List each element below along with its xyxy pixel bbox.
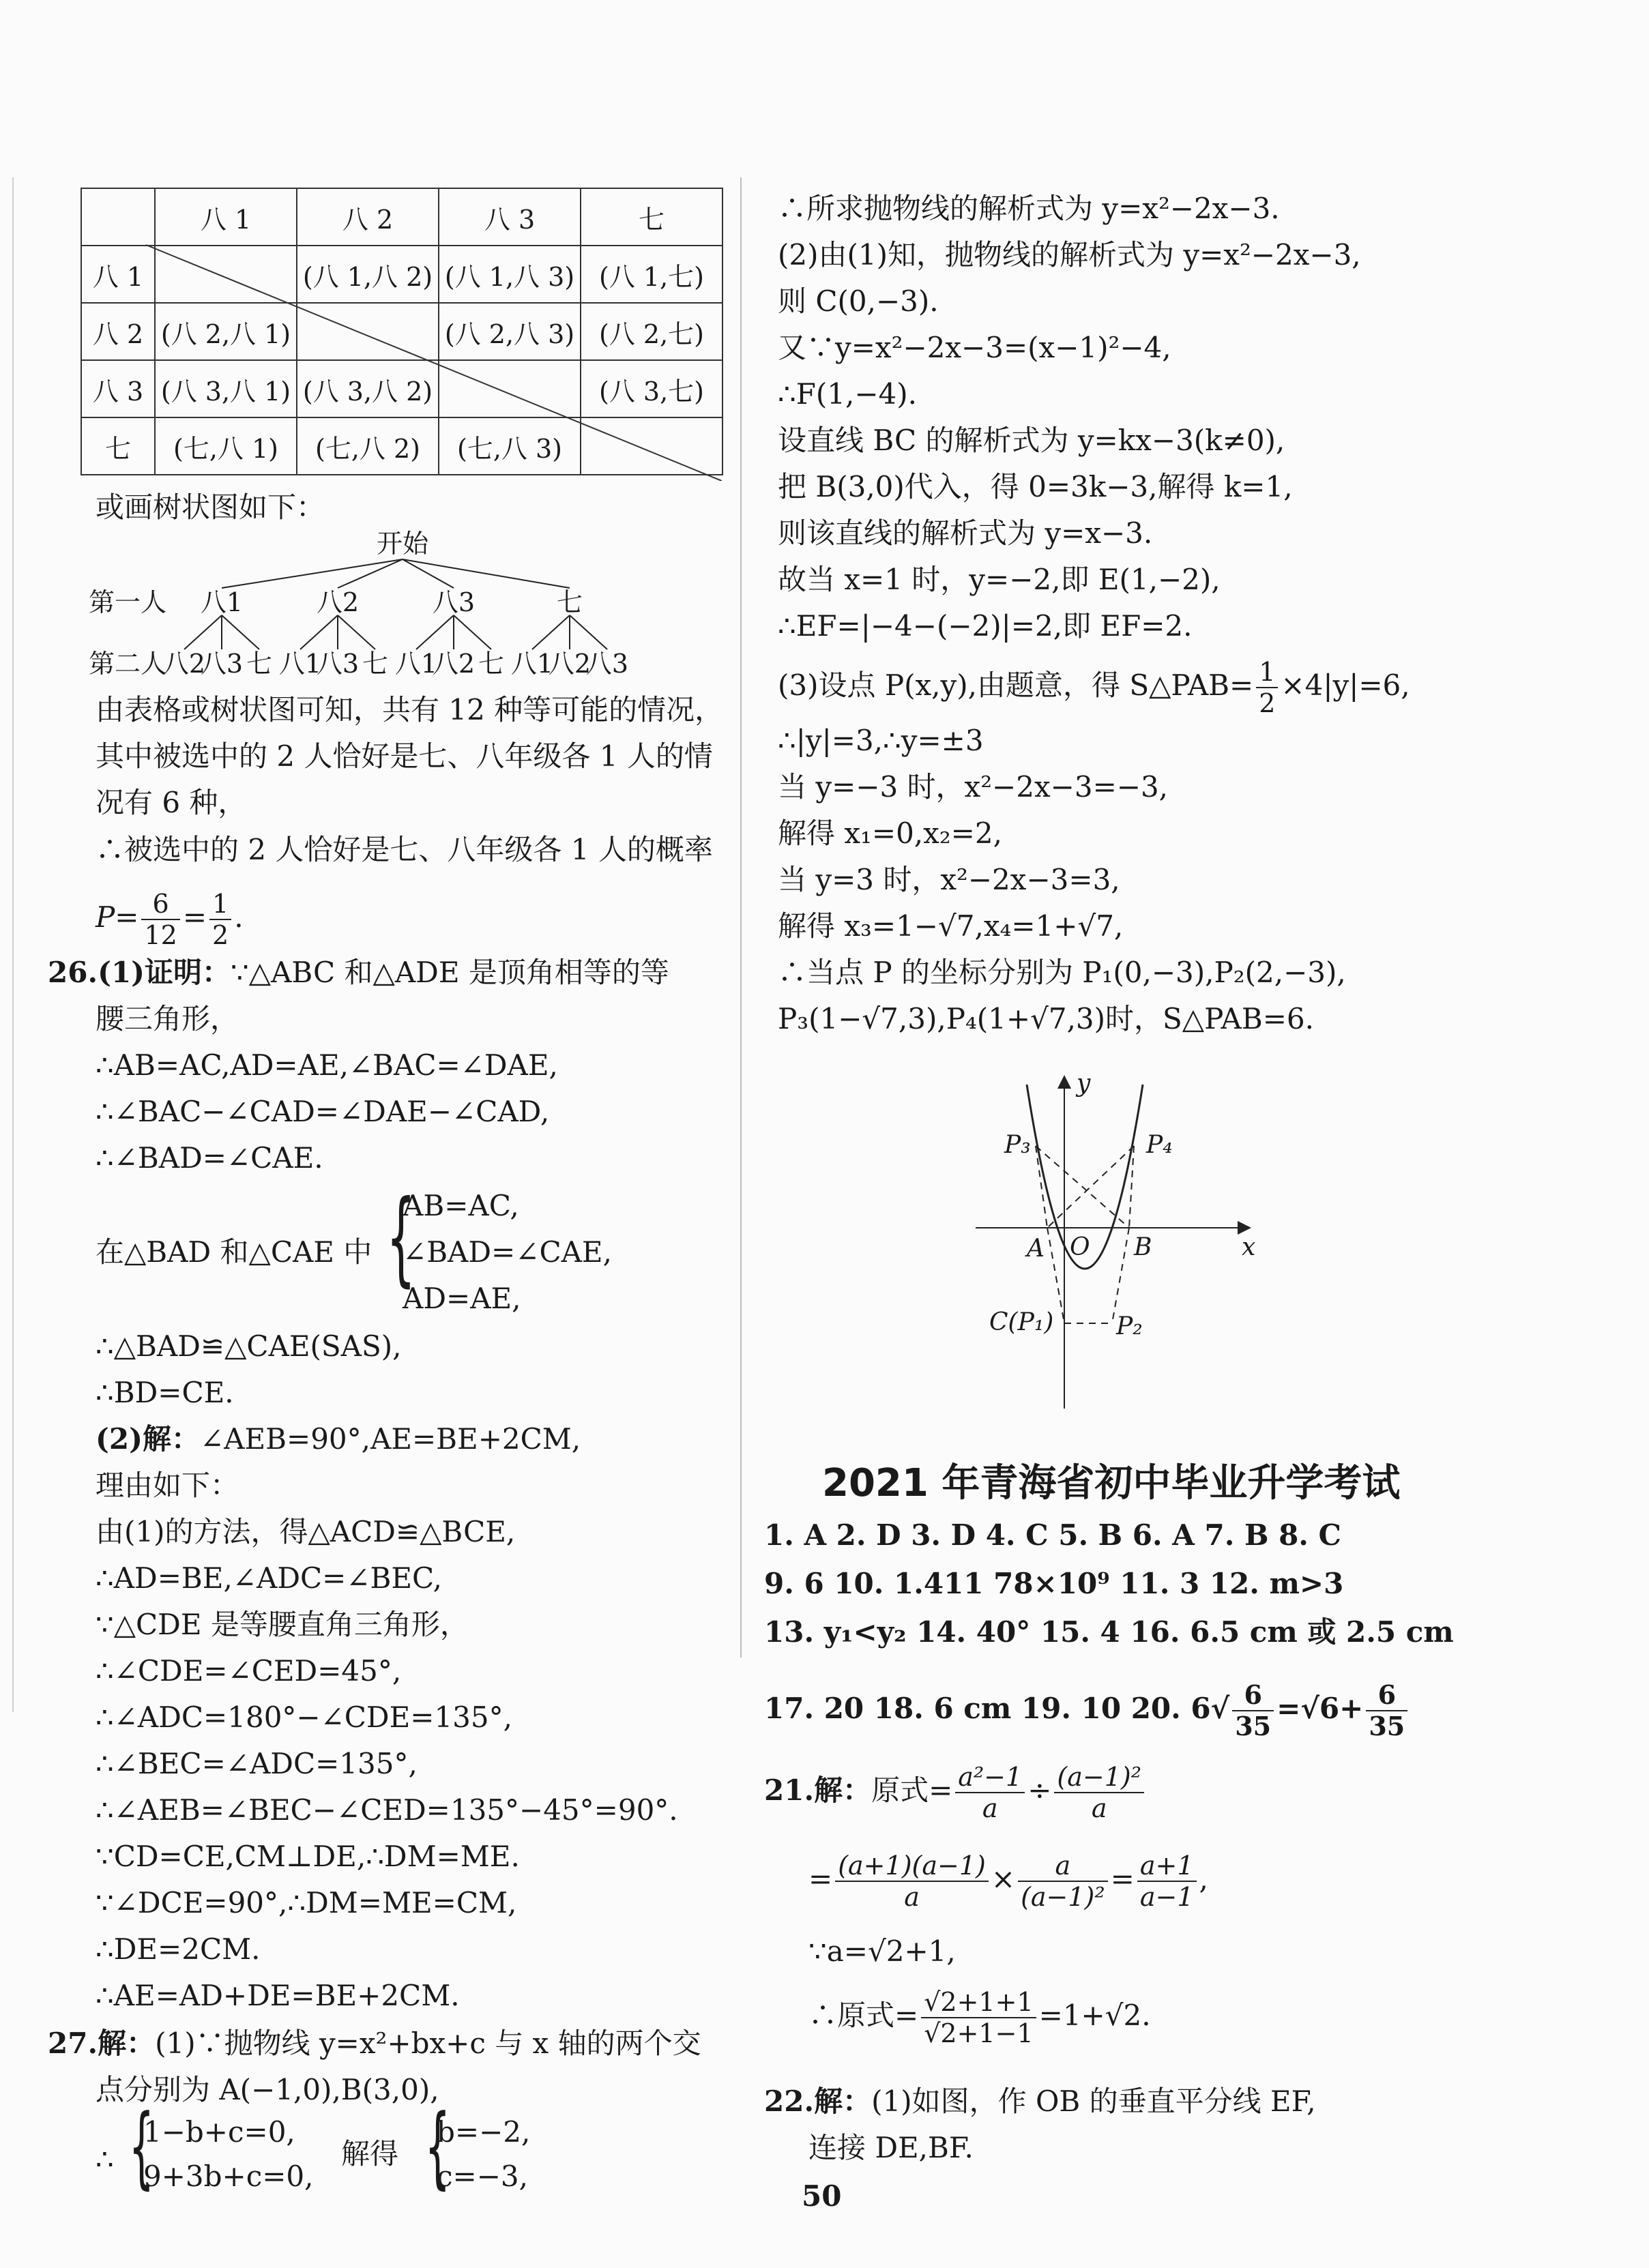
text-line: 连接 DE,BF. <box>808 2131 974 2164</box>
text-line: (1)如图，作 OB 的垂直平分线 EF, <box>871 2085 1316 2118</box>
table-cell: 八 1 <box>155 188 297 246</box>
table-cell: (八 2,八 1) <box>155 303 297 360</box>
numerator: 6 <box>1232 1680 1274 1711</box>
numerator: 1 <box>209 889 231 920</box>
denominator: 35 <box>1235 1711 1272 1741</box>
y-axis-label: y <box>1077 1070 1091 1098</box>
text-line: 当 y=−3 时，x²−2x−3=−3, <box>778 770 1169 804</box>
answer-text: 6+ <box>1319 1692 1364 1725</box>
system-brace: { <box>386 1179 416 1297</box>
formula-text: =1+√2. <box>1038 1999 1151 2032</box>
table-cell: (八 3,八 2) <box>297 360 439 417</box>
tree-node: 七 <box>556 587 583 617</box>
text-line: ∴AD=BE,∠ADC=∠BEC, <box>96 1561 443 1595</box>
answer-row: 1. A 2. D 3. D 4. C 5. B 6. A 7. B 8. C <box>764 1518 1341 1552</box>
text-line: ∴∠ADC=180°−∠CDE=135°, <box>96 1700 512 1734</box>
text-line: 在△BAD 和△CAE 中 <box>96 1235 373 1269</box>
text-line: ∴∠CDE=∠CED=45°, <box>96 1654 402 1688</box>
numerator: 1 <box>1256 657 1278 688</box>
text-line: 把 B(3,0)代入，得 0=3k−3,解得 k=1, <box>778 470 1293 503</box>
fraction <box>1366 1680 1407 1741</box>
area-formula <box>778 648 1410 723</box>
denominator: 2 <box>212 920 229 950</box>
formula-text: ∴原式= <box>808 1999 919 2032</box>
denominator: 35 <box>1369 1711 1405 1741</box>
text-line: 9+3b+c=0, <box>143 2160 314 2193</box>
tree-root: 开始 <box>376 529 429 559</box>
fraction <box>1256 657 1278 718</box>
table-cell: (八 1,八 3) <box>439 246 581 303</box>
tree-leaf: 七 <box>362 649 389 675</box>
denominator: 2 <box>1259 688 1276 718</box>
fraction <box>921 1987 1036 2048</box>
column-divider <box>740 177 742 1658</box>
point-a-label: A <box>1027 1235 1045 1263</box>
origin-label: O <box>1070 1233 1090 1261</box>
denominator: √2+1−1 <box>924 2018 1034 2048</box>
formula-text: = <box>808 1862 833 1896</box>
parabola-figure <box>955 1064 1269 1419</box>
table-cell: 七 <box>581 188 723 246</box>
text-line: ∴∠BAD=∠CAE. <box>96 1141 323 1175</box>
left-margin-rule <box>12 177 14 1712</box>
text-line: ∠BAD=∠CAE, <box>403 1235 612 1269</box>
formula-text: × <box>991 1862 1016 1896</box>
text-line: ∴EF=|−4−(−2)|=2,即 EF=2. <box>778 609 1193 643</box>
formula-text: 原式= <box>871 1773 953 1807</box>
point-c-label: C(P₁) <box>989 1308 1054 1336</box>
fraction <box>835 1851 989 1912</box>
text-line: ∴F(1,−4). <box>778 377 917 411</box>
text-line: 由表格或树状图可知，共有 12 种等可能的情况， <box>96 693 724 726</box>
text-line: 当 y=3 时，x²−2x−3=3, <box>778 863 1120 896</box>
question-number: 22. <box>764 2085 815 2118</box>
answer-text: = <box>1276 1692 1301 1725</box>
formula-text: , <box>1199 1862 1208 1896</box>
tree-leaf: 八1 <box>394 649 438 675</box>
text-line: ∴AE=AD+DE=BE+2CM. <box>96 1979 460 2012</box>
answer-row: 9. 6 10. 1.411 78×10⁹ 11. 3 12. m>3 <box>764 1567 1344 1600</box>
page-number: 50 <box>802 2179 842 2213</box>
denominator: a <box>904 1882 920 1912</box>
question-27-line <box>48 2026 701 2061</box>
denominator: 12 <box>144 920 177 950</box>
table-cell: 八 2 <box>297 188 439 246</box>
numerator: √2+1+1 <box>921 1987 1036 2018</box>
question-head: 解： <box>814 1773 872 1807</box>
fraction <box>1018 1851 1108 1912</box>
question-21-step <box>808 1842 1208 1917</box>
point-p2-label: P₂ <box>1116 1312 1143 1340</box>
tree-node: 八1 <box>200 587 244 617</box>
numerator: (a+1)(a−1) <box>835 1851 989 1882</box>
text-line: 解得 x₁=0,x₂=2, <box>778 816 1002 850</box>
tree-leaf: 七 <box>246 649 273 675</box>
text-line: 其中被选中的 2 人恰好是七、八年级各 1 人的情 <box>96 739 713 773</box>
fraction <box>141 889 179 950</box>
text-line: ∵△CDE 是等腰直角三角形， <box>96 1608 469 1641</box>
denominator: a <box>982 1793 998 1823</box>
probability-formula <box>96 880 244 955</box>
question-head: 解： <box>98 2027 156 2060</box>
denominator: a−1 <box>1139 1882 1194 1912</box>
text-line: 点分别为 A(−1,0),B(3,0), <box>96 2073 439 2106</box>
formula-text: ÷ <box>1027 1773 1052 1807</box>
text-line: c=−3, <box>437 2160 528 2193</box>
tree-leaf: 八2 <box>548 649 592 675</box>
question-head: 解： <box>814 2085 872 2118</box>
table-cell: (八 2,八 3) <box>439 303 581 360</box>
tree-leaf: 八2 <box>162 649 206 675</box>
text-line: 况有 6 种， <box>96 786 247 819</box>
table-cell: (八 1,八 2) <box>297 246 439 303</box>
table-cell: (八 2,七) <box>581 303 723 360</box>
tree-first-label: 第一人 <box>89 587 167 617</box>
point-b-label: B <box>1134 1233 1152 1261</box>
table-cell: (八 1,七) <box>581 246 723 303</box>
text-line: P₃(1−√7,3),P₄(1+√7,3)时，S△PAB=6. <box>778 1002 1314 1035</box>
answer-row: 17. 20 18. 6 cm 19. 10 20. 6√ $\frac{6}{35}$ =√6+ $\frac{6}{35}$ <box>764 1671 1410 1746</box>
formula-text: ×4|y|=6, <box>1281 668 1410 702</box>
tree-leaf: 八1 <box>278 649 322 675</box>
fraction <box>955 1762 1025 1823</box>
tree-leaf: 七 <box>478 649 505 675</box>
formula-text: = <box>1110 1862 1135 1896</box>
tree-diagram <box>82 525 730 675</box>
text-line: ∴|y|=3,∴y=±3 <box>778 724 984 757</box>
text-line: ∵CD=CE,CM⊥DE,∴DM=ME. <box>96 1840 520 1873</box>
denominator: (a−1)² <box>1021 1882 1105 1912</box>
table-cell: (七,八 1) <box>155 417 297 475</box>
text-line: ∴∠BEC=∠ADC=135°, <box>96 1747 418 1780</box>
text-line: ∵a=√2+1, <box>808 1934 956 1968</box>
text-line: ∴△BAD≌△CAE(SAS), <box>96 1329 402 1363</box>
text-line: ∴当点 P 的坐标分别为 P₁(0,−3),P₂(2,−3), <box>778 956 1346 989</box>
tree-leaf: 八1 <box>510 649 554 675</box>
question-26-part2 <box>96 1422 581 1457</box>
table-cell: 八 2 <box>81 303 155 360</box>
numerator: a <box>1018 1851 1108 1882</box>
tree-second-label: 第二人 <box>89 649 167 675</box>
numerator: a²−1 <box>955 1762 1025 1793</box>
text-line: (2)由(1)知，抛物线的解析式为 y=x²−2x−3, <box>778 238 1361 271</box>
text-line: 则该直线的解析式为 y=x−3. <box>778 516 1153 550</box>
question-22-line <box>764 2084 1316 2119</box>
formula-text: = <box>182 900 207 934</box>
question-26-line <box>48 955 669 990</box>
fraction <box>1137 1851 1197 1912</box>
fraction <box>1232 1680 1274 1741</box>
table-cell: (八 3,八 1) <box>155 360 297 417</box>
fraction <box>1054 1762 1144 1823</box>
text-line: 腰三角形， <box>96 1002 239 1035</box>
text-line: ∵△ABC 和△ADE 是顶角相等的等 <box>231 956 669 989</box>
text-line: 由(1)的方法，得△ACD≌△BCE, <box>96 1515 516 1548</box>
answer-row: 13. y₁<y₂ 14. 40° 15. 4 16. 6.5 cm 或 2.5 cm <box>764 1615 1454 1649</box>
tree-leaf: 八3 <box>316 649 360 675</box>
text-line: ∴被选中的 2 人恰好是七、八年级各 1 人的概率 <box>96 833 713 866</box>
text-line: 解得 <box>341 2137 399 2170</box>
text-line: ∵∠DCE=90°,∴DM=ME=CM, <box>96 1886 517 1919</box>
text-line: ∴∠BAC−∠CAD=∠DAE−∠CAD, <box>96 1095 550 1128</box>
text-line: ∴∠AEB=∠BEC−∠CED=135°−45°=90°. <box>96 1793 678 1827</box>
question-21-line <box>764 1753 1147 1828</box>
tree-leaf: 八3 <box>585 649 629 675</box>
point-p3-label: P₃ <box>1004 1131 1031 1159</box>
tree-node: 八3 <box>432 587 476 617</box>
text-line: ∠AEB=90°,AE=BE+2CM, <box>199 1422 581 1456</box>
text-line: AB=AC, <box>403 1189 519 1222</box>
question-head: (1)证明： <box>98 956 231 989</box>
table-diagonal <box>81 188 722 481</box>
table-cell: (七,八 3) <box>439 417 581 475</box>
formula-text: P= <box>96 900 139 934</box>
therefore-symbol: ∴ <box>96 2142 114 2176</box>
point-p4-label: P₄ <box>1146 1131 1173 1159</box>
table-cell: 八 3 <box>81 360 155 417</box>
text-line: 理由如下： <box>96 1469 239 1502</box>
question-21-result <box>808 1978 1151 2053</box>
numerator: 6 <box>1366 1680 1407 1711</box>
fraction <box>209 889 231 950</box>
section-title: 2021 年青海省初中毕业升学考试 <box>822 1461 1401 1505</box>
text-line: 则 C(0,−3). <box>778 284 939 318</box>
numerator: 6 <box>141 889 179 920</box>
tree-leaf: 八2 <box>432 649 476 675</box>
table-cell: (七,八 2) <box>297 417 439 475</box>
question-number: 26. <box>48 956 98 989</box>
question-head: (2)解： <box>96 1422 200 1456</box>
question-number: 21. <box>764 1773 815 1807</box>
denominator: a <box>1091 1793 1107 1823</box>
table-cell: 七 <box>81 417 155 475</box>
numerator: (a−1)² <box>1054 1762 1144 1793</box>
tree-leaf: 八3 <box>200 649 244 675</box>
answer-text: 17. 20 18. 6 cm 19. 10 20. 6 <box>764 1692 1211 1725</box>
text-line: 故当 x=1 时，y=−2,即 E(1,−2), <box>778 563 1221 596</box>
text-line: 1−b+c=0, <box>143 2115 295 2149</box>
text-line: 解得 x₃=1−√7,x₄=1+√7, <box>778 909 1124 943</box>
text-line: ∴BD=CE. <box>96 1376 234 1409</box>
text-line: AD=AE, <box>403 1282 521 1315</box>
x-axis-label: x <box>1242 1233 1256 1261</box>
tree-node: 八2 <box>316 587 360 617</box>
text-line: ∴所求抛物线的解析式为 y=x²−2x−3. <box>778 192 1280 225</box>
table-cell: 八 3 <box>439 188 581 246</box>
system-brace: { <box>128 2095 154 2198</box>
numerator: a+1 <box>1137 1851 1197 1882</box>
table-cell: 八 1 <box>81 246 155 303</box>
text-line: b=−2, <box>437 2115 531 2149</box>
formula-text: (3)设点 P(x,y),由题意，得 S△PAB= <box>778 668 1254 702</box>
table-cell: (八 3,七) <box>581 360 723 417</box>
question-number: 27. <box>48 2027 98 2060</box>
tree-intro: 或画树状图如下： <box>96 490 325 524</box>
text-line: ∴AB=AC,AD=AE,∠BAC=∠DAE, <box>96 1048 558 1082</box>
text-line: 又∵y=x²−2x−3=(x−1)²−4, <box>778 331 1171 364</box>
formula-text: . <box>234 900 244 934</box>
system-brace: { <box>424 2095 450 2198</box>
text-line: (1)∵抛物线 y=x²+bx+c 与 x 轴的两个交 <box>155 2027 701 2060</box>
text-line: ∴DE=2CM. <box>96 1932 261 1966</box>
text-line: 设直线 BC 的解析式为 y=kx−3(k≠0), <box>778 424 1285 457</box>
